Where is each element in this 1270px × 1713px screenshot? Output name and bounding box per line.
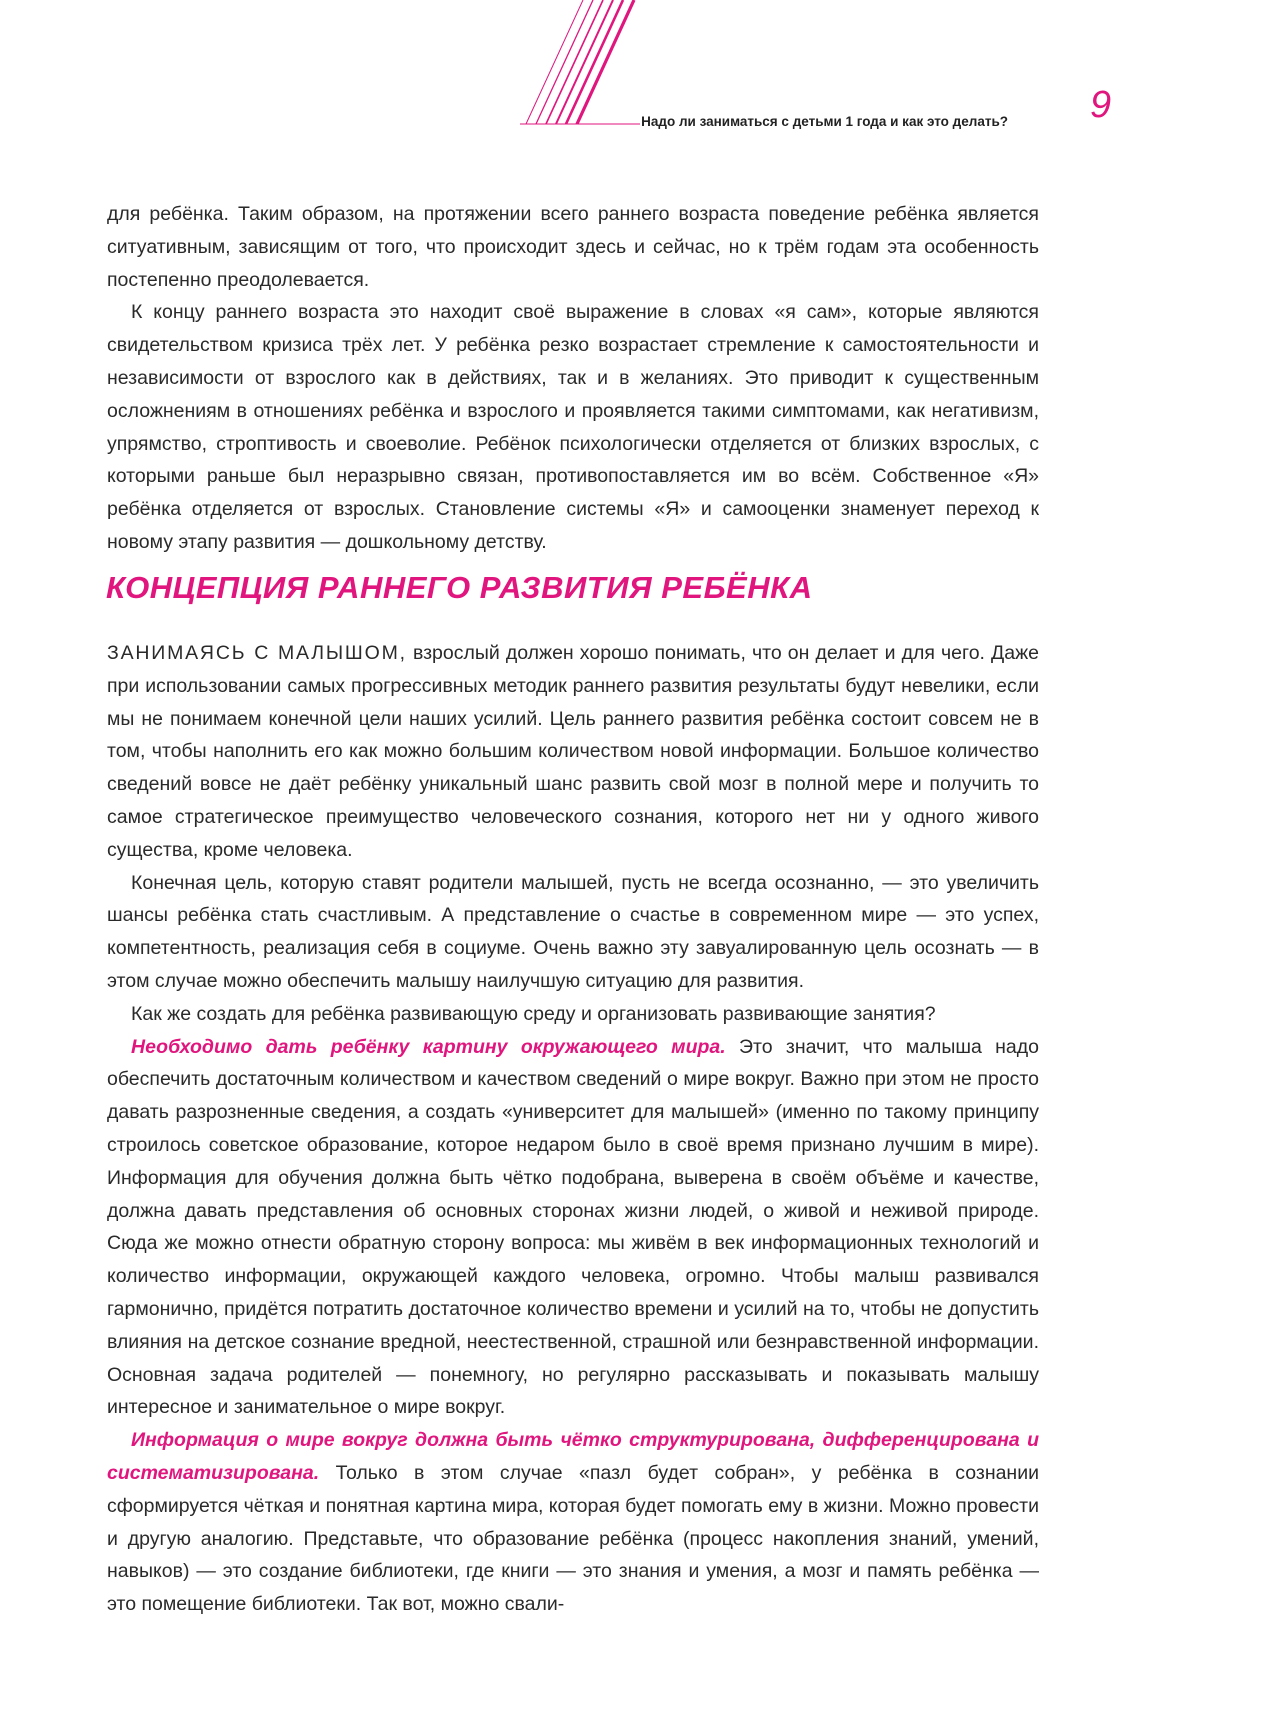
section-heading: КОНЦЕПЦИЯ РАННЕГО РАЗВИТИЯ РЕБЁНКА	[106, 570, 813, 605]
paragraph	[107, 637, 1039, 867]
paragraph: Конечная цель, которую ставят родители малышей, пусть не всегда осознанно, — это увеличить шансы ребёнка стать счастливым. А представление о счастье в современном мире — это успех, компетентность, реализация себя в социуме. Очень важно эту завуалированную цель осознать — в этом случае можно обеспечить малышу наилучшую ситуацию для развития.	[107, 871, 1039, 992]
running-head: Надо ли заниматься с детьми 1 года и как это делать?	[641, 114, 1008, 129]
page-number: 9	[1090, 84, 1112, 126]
paragraph-text: взрослый должен хорошо понимать, что он делает и для чего. Даже при использовании самых прогрессивных методик раннего развития результаты будут невелики, если мы не понимаем конечной цели наших усилий. Цель раннего развития ребёнка состоит совсем не в том, чтобы наполнить его как можно большим количеством новой информации. Большое количество сведений вовсе не даёт ребёнку уникальный шанс развить свой мозг в полной мере и получить то самое стратегическое преимущество человеческого сознания, которого нет ни у одного живого существа, кроме человека.	[107, 642, 1040, 861]
diagonal-stripes-decoration	[0, 0, 640, 130]
paragraph	[107, 1424, 1039, 1621]
paragraph-text: Только в этом случае «пазл будет собран», у ребёнка в сознании сформируется чёткая и понятная картина мира, которая будет помогать ему в жизни. Можно провести и другую аналогию. Представьте, что образование ребёнка (процесс накопления знаний, умений, навыков) — это создание библиотеки, где книги — это знания и умения, а мозг и память ребёнка — это помещение библиотеки. Так вот, можно свали-	[107, 1461, 1039, 1616]
highlighted-statement: Необходимо дать ребёнку картину окружающего мира.	[131, 1035, 726, 1058]
section-text	[107, 637, 1039, 1621]
highlighted-statement: Информация о мире вокруг должна быть чётко структурирована, дифференцирована и систематизирована.	[107, 1429, 1039, 1484]
paragraph: Как же создать для ребёнка развивающую среду и организовать развивающие занятия?	[131, 1002, 936, 1025]
intro-text	[107, 198, 1039, 559]
paragraph-text: Это значит, что малыша надо обеспечить достаточным количеством и качеством сведений о мире вокруг. Важно при этом не просто давать разрозненные сведения, а создать «университет для малышей» (именно по такому принципу строилось советское образование, которое недаром было в своё время признано лучшим в мире). Информация для обучения должна быть чётко подобрана, выверена в своём объёме и качестве, должна давать представления об основных сторонах жизни людей, о живой и неживой природе. Сюда же можно отнести обратную сторону вопроса: мы живём в век информационных технологий и количество информации, окружающей каждого человека, огромно. Чтобы малыш развивался гармонично, придётся потратить достаточное количество времени и усилий на то, чтобы не допустить влияния на детское сознание вредной, неестественной, страшной или безнравственной информации. Основная задача родителей — понемногу, но регулярно рассказывать и показывать малышу интересное и занимательное о мире вокруг.	[107, 1035, 1040, 1419]
paragraph	[107, 1031, 1039, 1425]
paragraph: К концу раннего возраста это находит своё выражение в словах «я сам», которые являются свидетельством кризиса трёх лет. У ребёнка резко возрастает стремление к самостоятельности и независимости от взрослого как в действиях, так и в желаниях. Это приводит к существенным осложнениям в отношениях ребёнка и взрослого и проявляется такими симптомами, как негативизм, упрямство, строптивость и своеволие. Ребёнок психологически отделяется от близких взрослых, с которыми раньше был неразрывно связан, противопоставляется им во всём. Собственное «Я» ребёнка отделяется от взрослых. Становление системы «Я» и самооценки знаменует переход к новому этапу развития — дошкольному детству.	[107, 301, 1039, 553]
lead-in-caps: ЗАНИМАЯСЬ С МАЛЫШОМ,	[107, 642, 407, 664]
paragraph: для ребёнка. Таким образом, на протяжении всего раннего возраста поведение ребёнка является ситуативным, зависящим от того, что происходит здесь и сейчас, но к трём годам эта особенность постепенно преодолевается.	[107, 203, 1039, 291]
